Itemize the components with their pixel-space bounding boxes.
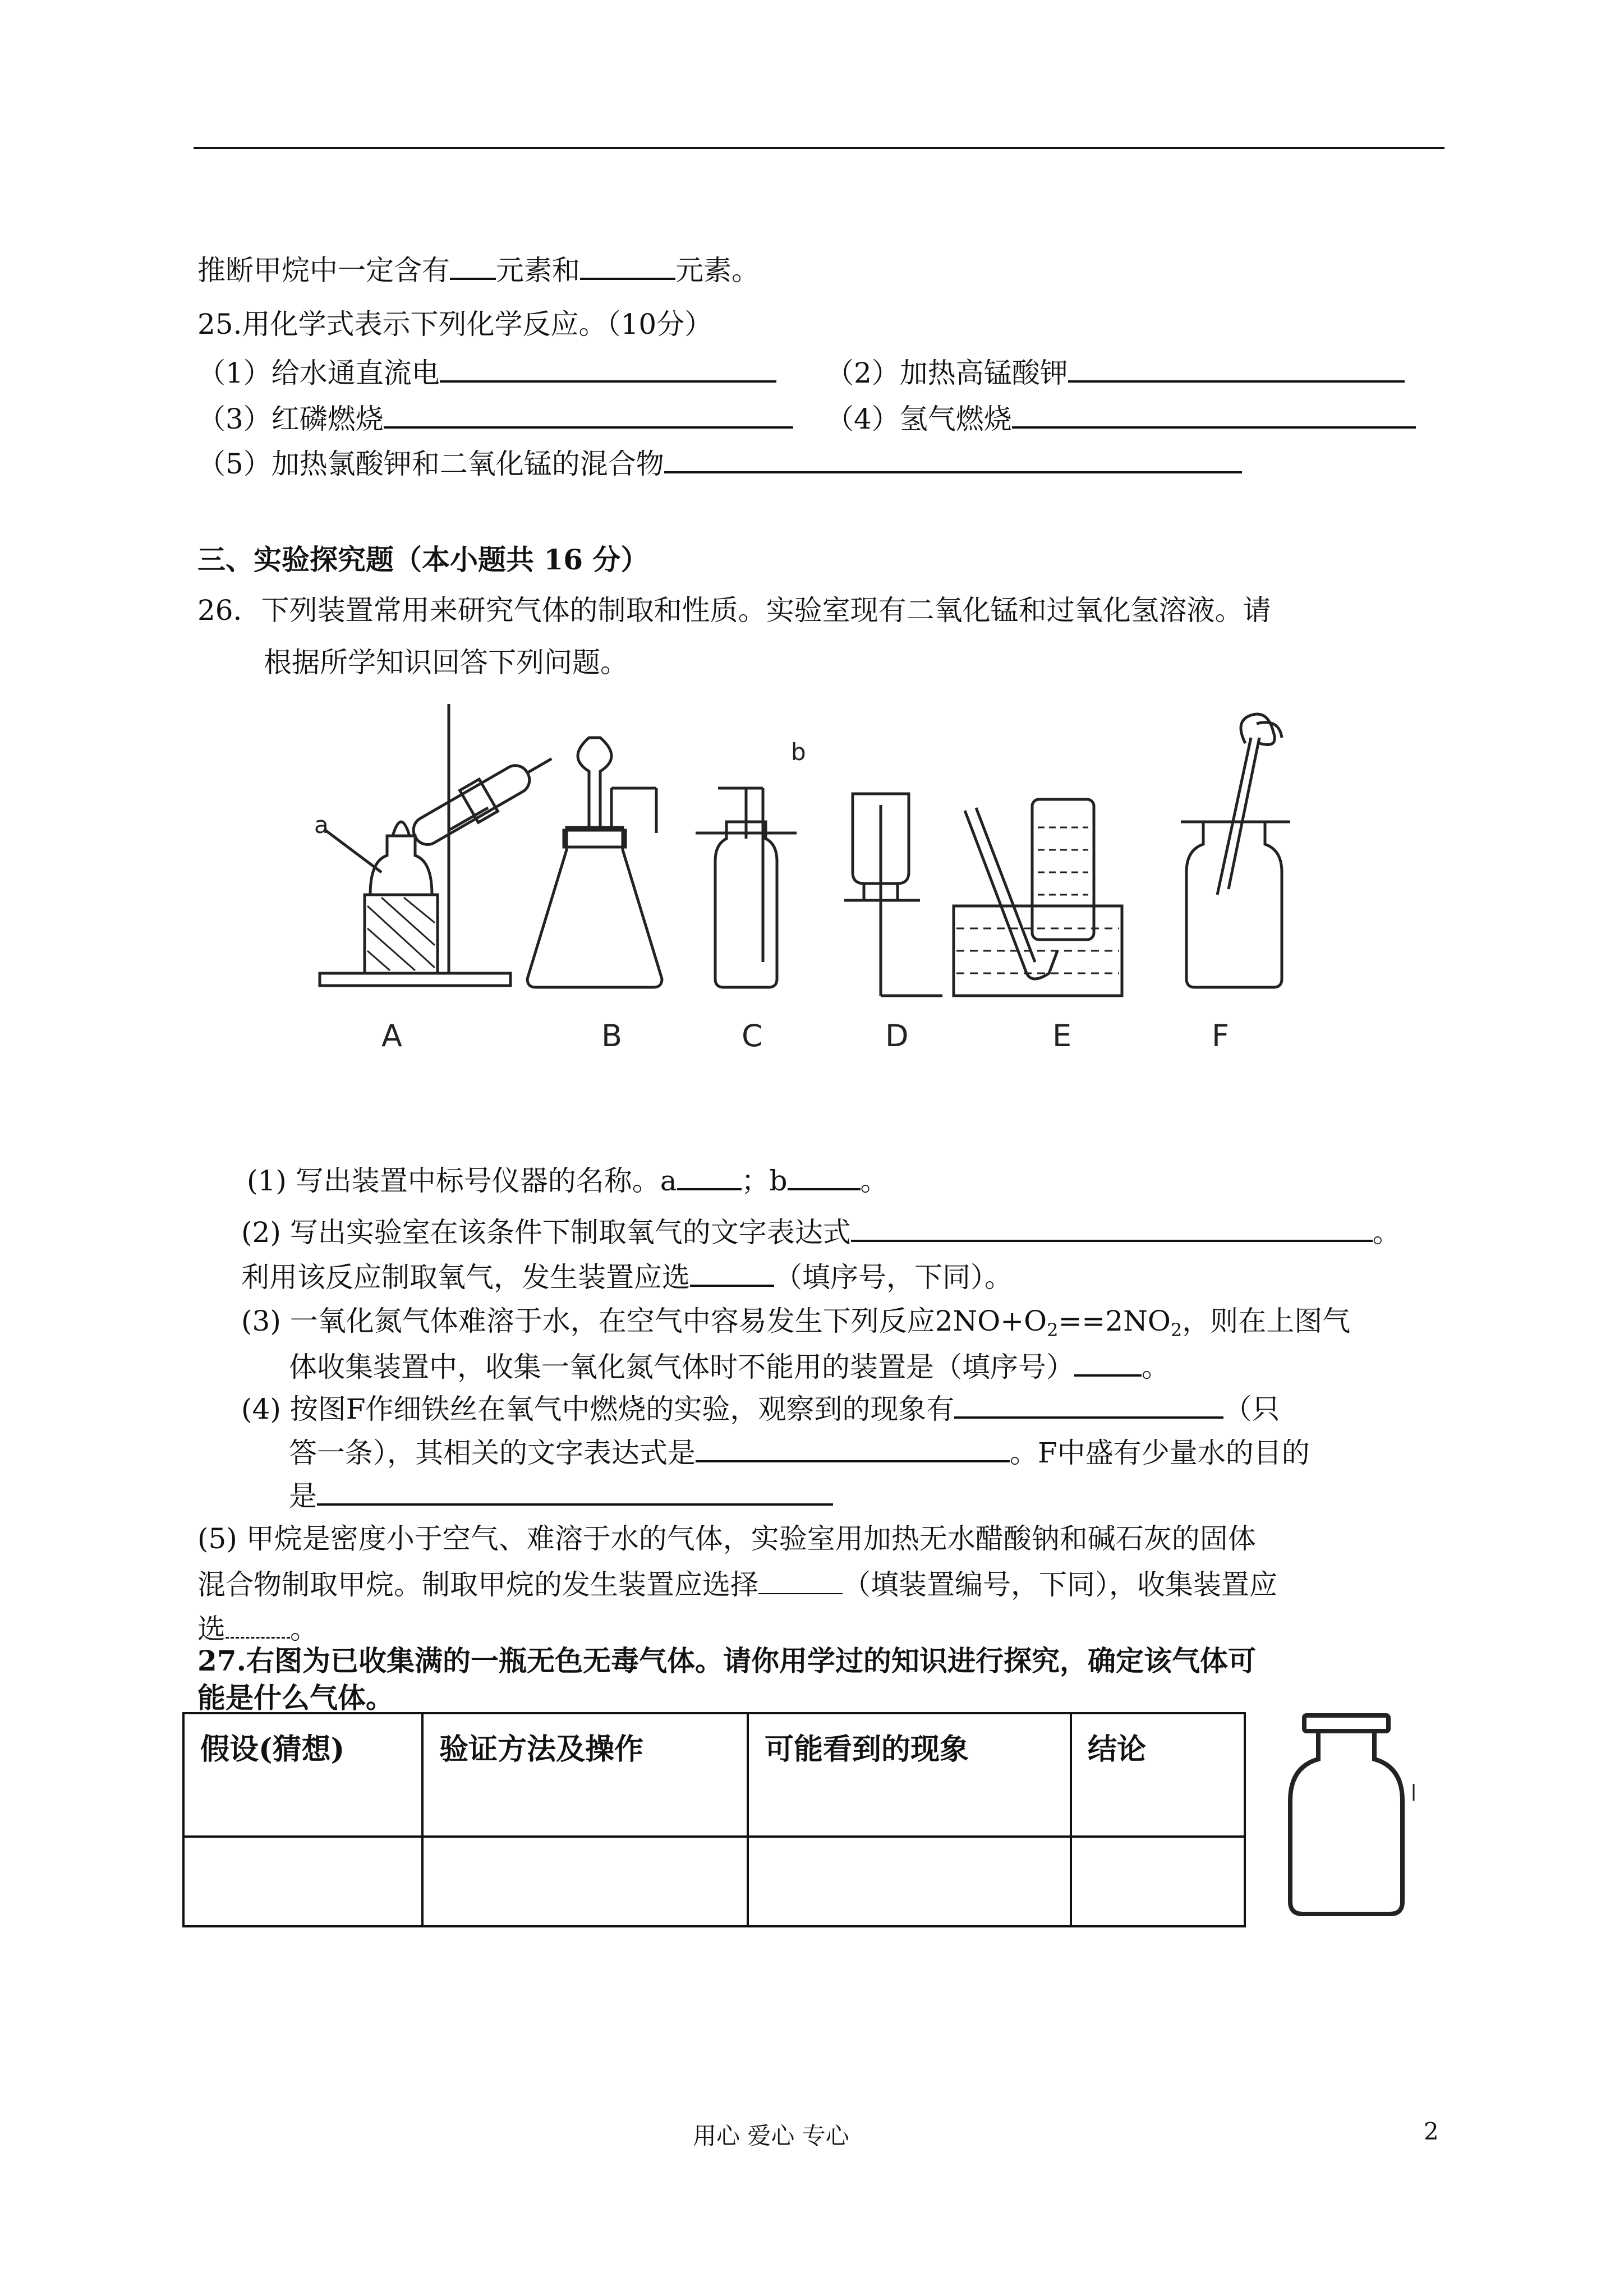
label-a: a <box>314 811 329 839</box>
table-header-row <box>183 1713 1245 1837</box>
q25-item-2: （2）加热高锰酸钾 <box>826 352 1405 392</box>
section-title: 三、实验探究题（本小题共 16 分） <box>197 543 649 576</box>
q26-sub-1: (1) 写出装置中标号仪器的名称。a ；b 。 <box>247 1160 889 1199</box>
inquiry-table <box>182 1712 1246 1927</box>
header-hypothesis: 假设(猜想) <box>183 1713 422 1837</box>
q26-sub-4-b: 答一条），其相关的文字表达式是 。F中盛有少量水的目的 <box>289 1432 1310 1471</box>
label-apparatus-a: A <box>381 1018 402 1053</box>
cell-method[interactable] <box>422 1837 748 1926</box>
q25-item-5: （5）加热氯酸钾和二氧化锰的混合物 <box>197 443 1242 482</box>
apparatus-a <box>320 704 561 986</box>
q25-title: 25.用化学式表示下列化学反应。（10分） <box>197 308 713 341</box>
gas-jar-illustration <box>1273 1705 1436 1924</box>
apparatus-figure <box>303 704 1313 1018</box>
apparatus-e <box>954 799 1122 996</box>
q26-sub-4-c: 是 <box>289 1475 833 1515</box>
cell-hypothesis[interactable] <box>183 1837 422 1926</box>
label-apparatus-d: D <box>885 1018 909 1053</box>
apparatus-b <box>527 738 662 987</box>
q26-sub-5: (5) 甲烷是密度小于空气、难溶于水的气体，实验室用加热无水醋酸钠和碱石灰的固体 <box>197 1522 1256 1555</box>
apparatus-f <box>1181 714 1290 987</box>
header-rule <box>194 147 1444 149</box>
q26-sub-3-b: 体收集装置中，收集一氧化氮气体时不能用的装置是（填序号） 。 <box>289 1346 1170 1386</box>
label-b: b <box>791 738 806 766</box>
label-apparatus-f: F <box>1212 1018 1230 1053</box>
q26-intro-1: 26．下列装置常用来研究气体的制取和性质。实验室现有二氧化锰和过氧化氢溶液。请 <box>197 594 1271 627</box>
header-phenomenon: 可能看到的现象 <box>748 1713 1071 1837</box>
q26-sub-2-b: 利用该反应制取氧气，发生装置应选 （填序号，下同）。 <box>241 1257 1013 1296</box>
cell-phenomenon[interactable] <box>748 1837 1071 1926</box>
apparatus-c <box>696 788 797 987</box>
q26-sub-5-c: 选 。 <box>197 1609 318 1648</box>
header-method: 验证方法及操作 <box>422 1713 748 1837</box>
label-apparatus-c: C <box>742 1018 763 1053</box>
apparatus-d <box>844 794 942 996</box>
label-apparatus-b: B <box>601 1018 623 1053</box>
blank <box>580 250 675 280</box>
page-number: 2 <box>1424 2118 1439 2145</box>
q27-line-2: 能是什么气体。 <box>197 1681 394 1714</box>
q26-sub-4: (4) 按图F作细铁丝在氧气中燃烧的实验，观察到的现象有 （只 <box>241 1388 1280 1428</box>
q27-line-1: 27.右图为已收集满的一瓶无色无毒气体。请你用学过的知识进行探究，确定该气体可 <box>197 1644 1256 1677</box>
q25-item-4: （4）氢气燃烧 <box>826 398 1416 438</box>
q25-item-1: （1）给水通直流电 <box>197 352 776 392</box>
footer-motto: 用心 爱心 专心 <box>693 2122 849 2150</box>
q26-sub-5-b: 混合物制取甲烷。制取甲烷的发生装置应选择 （填装置编号，下同），收集装置应 <box>197 1565 1277 1603</box>
table-row <box>183 1837 1245 1926</box>
blank <box>450 250 496 280</box>
cell-conclusion[interactable] <box>1071 1837 1245 1926</box>
q26-sub-3: (3) 一氧化氮气体难溶于水，在空气中容易发生下列反应$2NO+O_2==2NO_2$，则在上图气 <box>241 1305 1351 1341</box>
label-apparatus-e: E <box>1052 1018 1072 1053</box>
header-conclusion: 结论 <box>1071 1713 1245 1837</box>
q26-intro-2: 根据所学知识回答下列问题。 <box>264 646 628 679</box>
q26-sub-2: (2) 写出实验室在该条件下制取氧气的文字表达式 。 <box>241 1212 1401 1251</box>
q25-item-3: （3）红磷燃烧 <box>197 398 793 438</box>
q24-tail: 推断甲烷中一定含有 元素和 元素。 <box>197 250 760 289</box>
